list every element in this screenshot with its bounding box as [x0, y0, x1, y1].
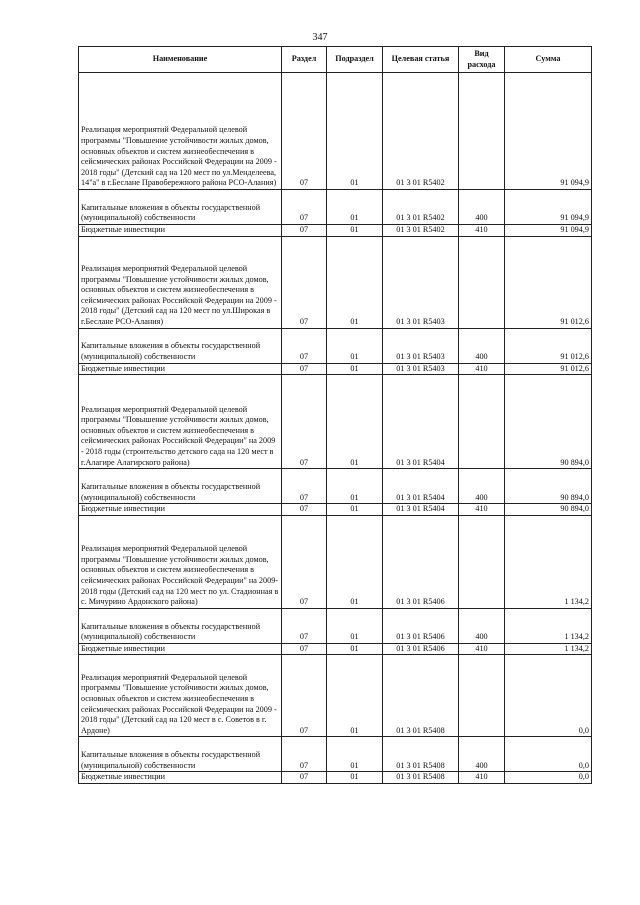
row-subsection: 01	[327, 73, 383, 190]
row-amount: 91 012,6	[505, 363, 592, 375]
row-subsection: 01	[327, 655, 383, 737]
row-article: 01 3 01 R5406	[383, 643, 459, 655]
row-expense-type: 410	[459, 225, 505, 237]
row-name: Бюджетные инвестиции	[79, 225, 282, 237]
row-expense-type: 400	[459, 469, 505, 504]
table-row	[79, 190, 592, 225]
row-name: Реализация мероприятий Федеральной целевой программы "Повышение устойчивости жилых домов, основных объектов и систем жизнеобеспечения в сейсмических районах Российской Федерации" на 2009 - 2018 годы (строительство детского сада на 120 мест в г.Алагире Алагирского района)	[79, 375, 282, 469]
row-article: 01 3 01 R5402	[383, 225, 459, 237]
row-expense-type: 410	[459, 643, 505, 655]
row-section: 07	[282, 515, 327, 608]
row-expense-type: 400	[459, 608, 505, 643]
row-subsection: 01	[327, 737, 383, 772]
row-section: 07	[282, 363, 327, 375]
row-subsection: 01	[327, 772, 383, 784]
row-subsection: 01	[327, 236, 383, 328]
row-amount: 1 134,2	[505, 515, 592, 608]
row-expense-type: 400	[459, 190, 505, 225]
row-amount: 0,0	[505, 655, 592, 737]
row-article: 01 3 01 R5403	[383, 363, 459, 375]
row-section: 07	[282, 655, 327, 737]
row-section: 07	[282, 608, 327, 643]
row-section: 07	[282, 504, 327, 516]
row-amount: 91 012,6	[505, 328, 592, 363]
row-name: Реализация мероприятий Федеральной целевой программы "Повышение устойчивости жилых домов, основных объектов и систем жизнеобеспечения в сейсмических районах Российской Федерации на 2009 - 2018 годы" (Детский сад на 120 мест по ул.Менделеева, 14"а" в г.Беслане Правобережного района РСО-Алания)	[79, 73, 282, 190]
row-name: Бюджетные инвестиции	[79, 643, 282, 655]
row-name: Реализация мероприятий Федеральной целевой программы "Повышение устойчивости жилых домов, основных объектов и систем жизнеобеспечения в сейсмических районах Российской Федерации на 2009 - 2018 годы" (Детский сад на 120 мест в с. Советов в г. Ардоне)	[79, 655, 282, 737]
row-subsection: 01	[327, 643, 383, 655]
table-row	[79, 608, 592, 643]
row-article: 01 3 01 R5408	[383, 655, 459, 737]
row-article: 01 3 01 R5403	[383, 328, 459, 363]
row-article: 01 3 01 R5404	[383, 375, 459, 469]
row-section: 07	[282, 375, 327, 469]
table-row	[79, 225, 592, 237]
row-expense-type	[459, 73, 505, 190]
row-amount: 1 134,2	[505, 608, 592, 643]
table-row	[79, 469, 592, 504]
row-name: Бюджетные инвестиции	[79, 504, 282, 516]
table-row	[79, 363, 592, 375]
row-article: 01 3 01 R5403	[383, 236, 459, 328]
table-row	[79, 772, 592, 784]
row-article: 01 3 01 R5406	[383, 515, 459, 608]
page-number: 347	[312, 32, 328, 43]
row-subsection: 01	[327, 363, 383, 375]
row-article: 01 3 01 R5406	[383, 608, 459, 643]
row-amount: 0,0	[505, 772, 592, 784]
row-name: Реализация мероприятий Федеральной целевой программы "Повышение устойчивости жилых домов, основных объектов и систем жизнеобеспечения в сейсмических районах Российской Федерации" на 2009-2018 годы (Детский сад на 120 мест по ул. Стадионная в с. Мичурино Ардонского района)	[79, 515, 282, 608]
row-expense-type	[459, 655, 505, 737]
header-section: Раздел	[282, 47, 327, 73]
table-row	[79, 236, 592, 328]
row-amount: 90 894,0	[505, 504, 592, 516]
header-expense-type: Вид расхода	[459, 47, 505, 73]
row-amount: 91 094,9	[505, 225, 592, 237]
row-section: 07	[282, 772, 327, 784]
row-section: 07	[282, 643, 327, 655]
row-article: 01 3 01 R5404	[383, 504, 459, 516]
row-expense-type	[459, 515, 505, 608]
row-subsection: 01	[327, 515, 383, 608]
row-amount: 91 094,9	[505, 73, 592, 190]
row-article: 01 3 01 R5408	[383, 737, 459, 772]
row-name: Капитальные вложения в объекты государственной (муниципальной) собственности	[79, 737, 282, 772]
row-section: 07	[282, 236, 327, 328]
row-name: Капитальные вложения в объекты государственной (муниципальной) собственности	[79, 328, 282, 363]
row-subsection: 01	[327, 328, 383, 363]
row-subsection: 01	[327, 469, 383, 504]
header-name: Наименование	[79, 47, 282, 73]
row-section: 07	[282, 328, 327, 363]
row-section: 07	[282, 469, 327, 504]
row-section: 07	[282, 73, 327, 190]
row-article: 01 3 01 R5402	[383, 73, 459, 190]
row-subsection: 01	[327, 608, 383, 643]
row-article: 01 3 01 R5408	[383, 772, 459, 784]
table-row	[79, 643, 592, 655]
row-amount: 1 134,2	[505, 643, 592, 655]
row-section: 07	[282, 225, 327, 237]
row-subsection: 01	[327, 190, 383, 225]
row-expense-type: 410	[459, 504, 505, 516]
header-amount: Сумма	[505, 47, 592, 73]
budget-table	[78, 46, 592, 784]
row-amount: 90 894,0	[505, 375, 592, 469]
row-amount: 91 094,9	[505, 190, 592, 225]
row-expense-type	[459, 375, 505, 469]
header-subsection: Подраздел	[327, 47, 383, 73]
table-row	[79, 73, 592, 190]
row-subsection: 01	[327, 504, 383, 516]
row-subsection: 01	[327, 375, 383, 469]
row-section: 07	[282, 190, 327, 225]
row-name: Реализация мероприятий Федеральной целевой программы "Повышение устойчивости жилых домов, основных объектов и систем жизнеобеспечения в сейсмических районах Российской Федерации на 2009 - 2018 годы" (Детский сад на 120 мест по ул.Широкая в г.Беслане РСО-Алания)	[79, 236, 282, 328]
table-row	[79, 515, 592, 608]
table-row	[79, 328, 592, 363]
table-header-row	[79, 47, 592, 73]
row-article: 01 3 01 R5404	[383, 469, 459, 504]
row-expense-type: 410	[459, 363, 505, 375]
table-row	[79, 504, 592, 516]
header-target-article: Целевая статья	[383, 47, 459, 73]
table-body	[79, 73, 592, 784]
table-row	[79, 737, 592, 772]
table-row	[79, 375, 592, 469]
row-expense-type: 410	[459, 772, 505, 784]
row-name: Капитальные вложения в объекты государственной (муниципальной) собственности	[79, 469, 282, 504]
row-expense-type: 400	[459, 328, 505, 363]
row-name: Бюджетные инвестиции	[79, 363, 282, 375]
row-amount: 0,0	[505, 737, 592, 772]
row-section: 07	[282, 737, 327, 772]
row-expense-type: 400	[459, 737, 505, 772]
row-article: 01 3 01 R5402	[383, 190, 459, 225]
row-amount: 91 012,6	[505, 236, 592, 328]
row-name: Бюджетные инвестиции	[79, 772, 282, 784]
table-row	[79, 655, 592, 737]
row-name: Капитальные вложения в объекты государственной (муниципальной) собственности	[79, 190, 282, 225]
row-amount: 90 894,0	[505, 469, 592, 504]
row-expense-type	[459, 236, 505, 328]
row-name: Капитальные вложения в объекты государственной (муниципальной) собственности	[79, 608, 282, 643]
row-subsection: 01	[327, 225, 383, 237]
